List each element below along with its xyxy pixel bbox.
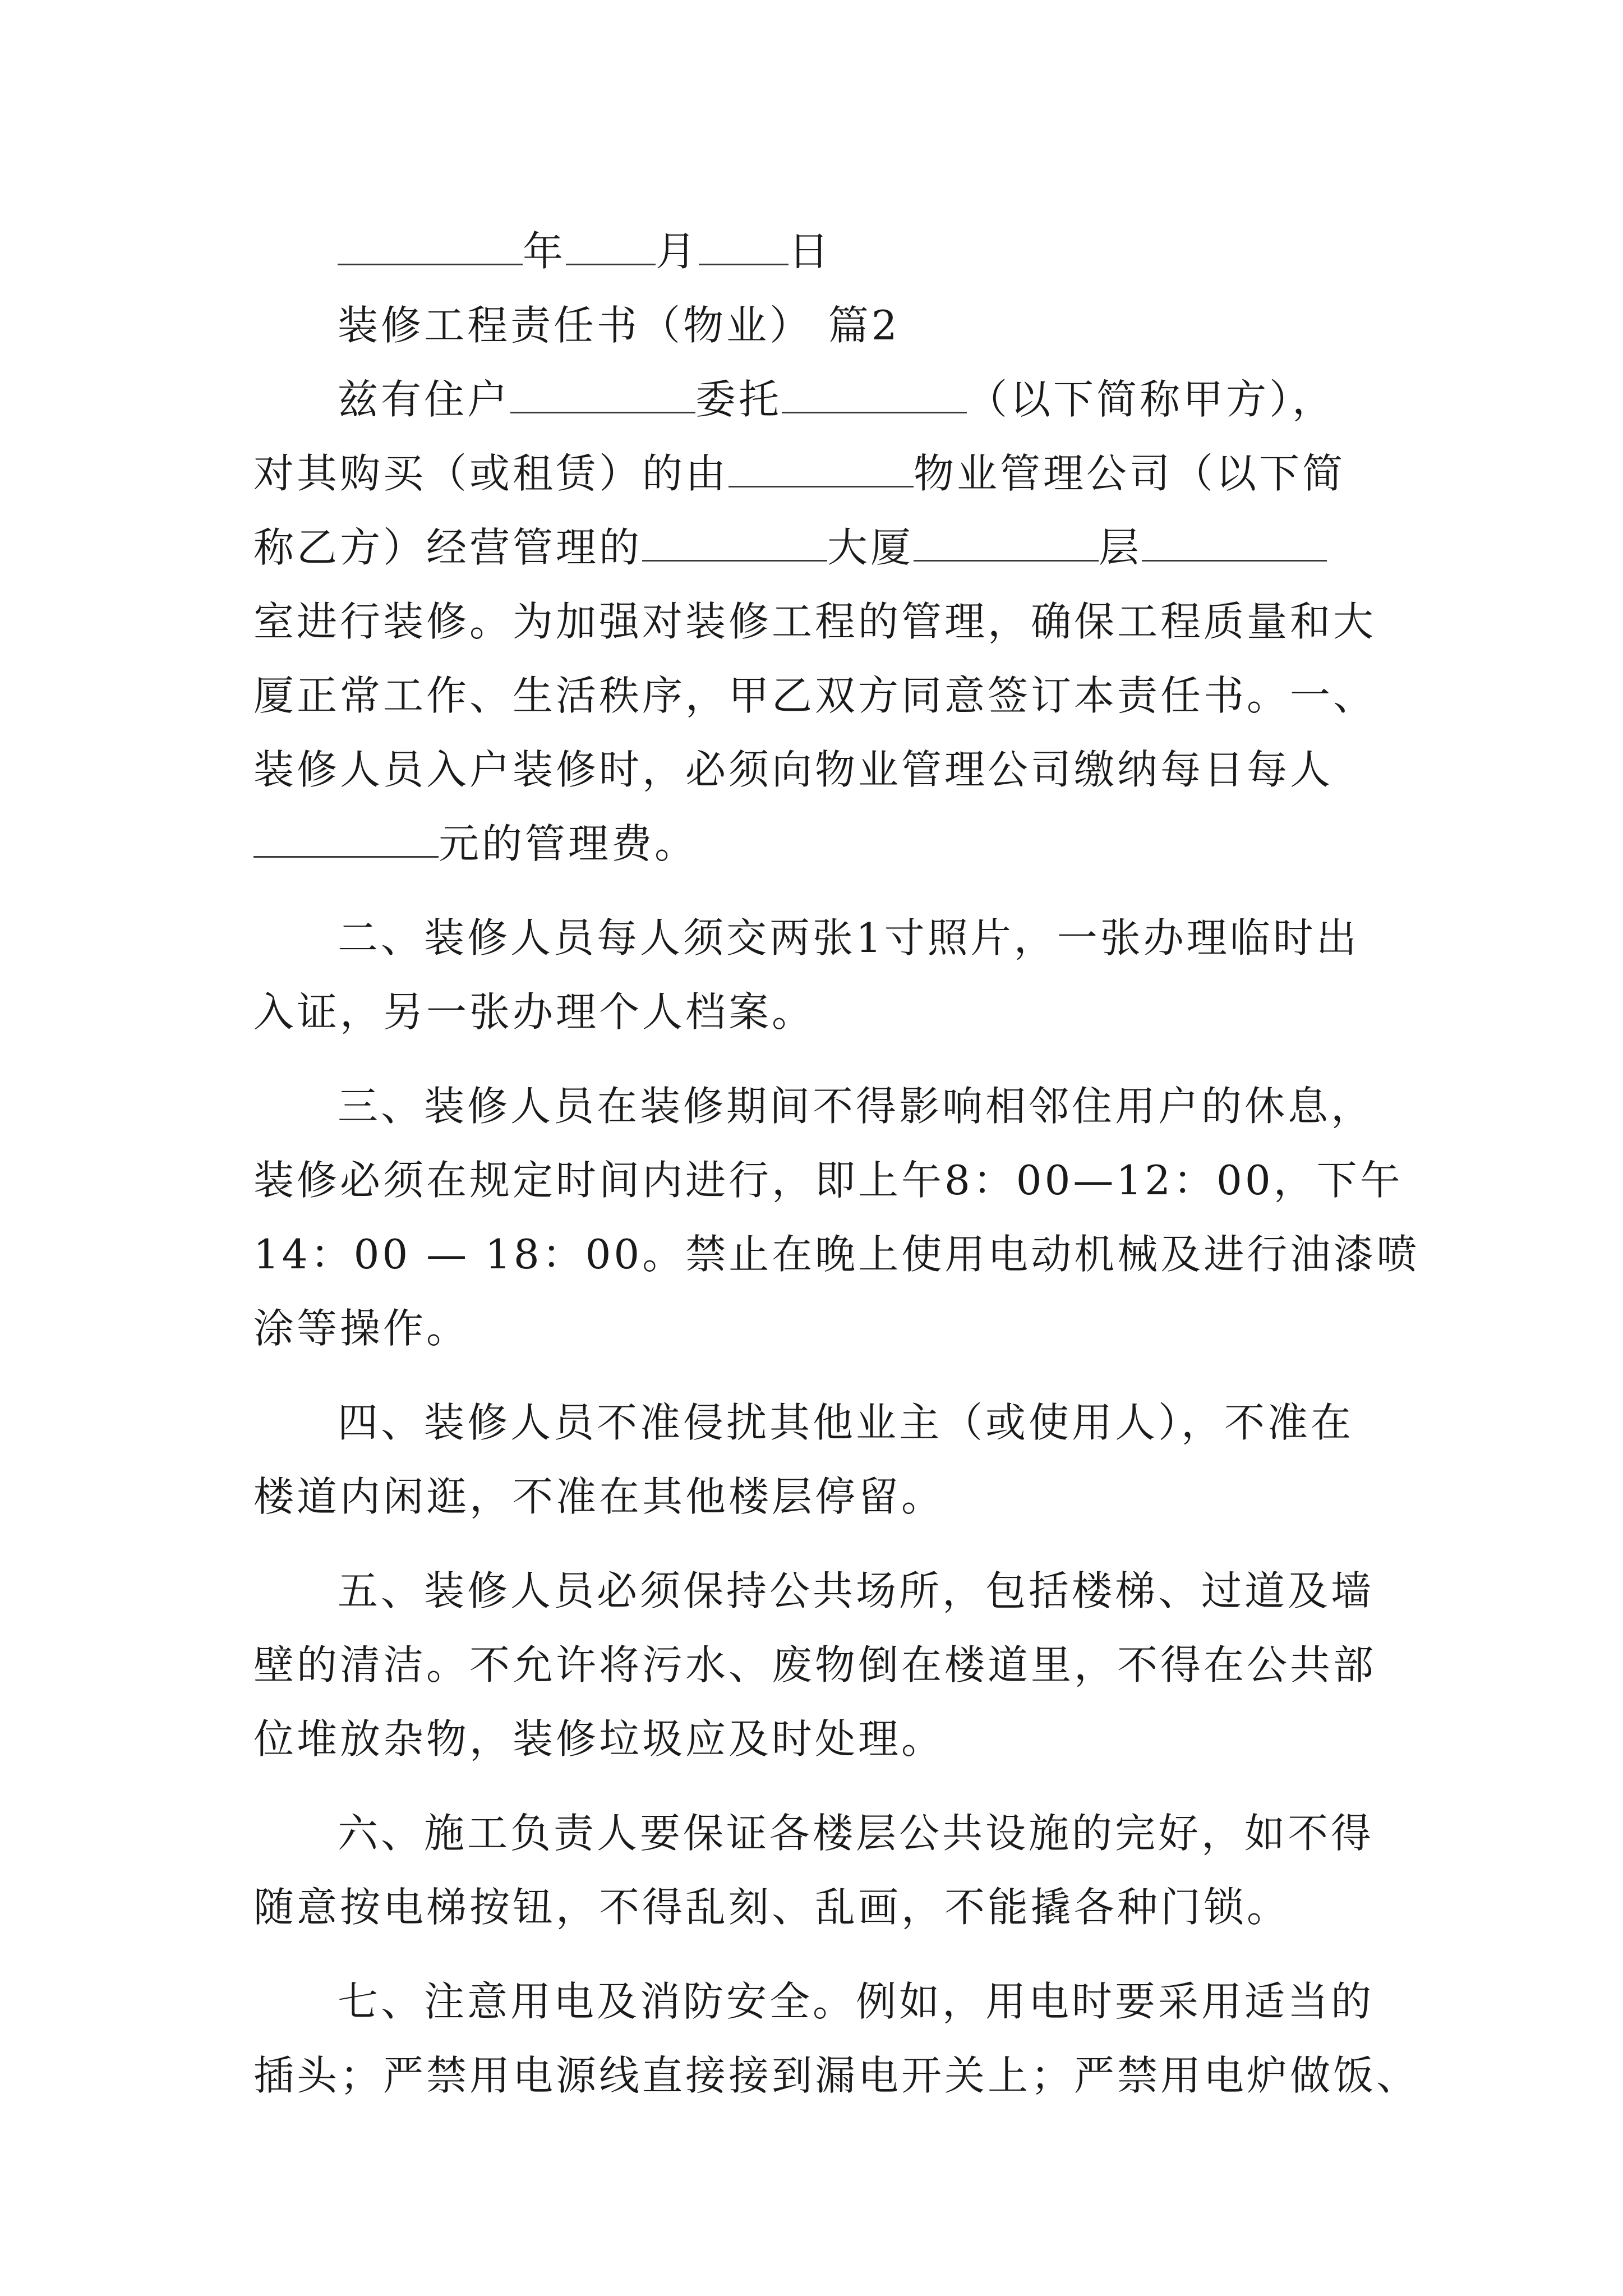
month-blank xyxy=(566,229,656,265)
clause-7: 七、注意用电及消防安全。例如，用电时要采用适当的 插头；严禁用电源线直接接到漏电开关上；严禁用电炉做饭、 xyxy=(253,1978,1420,2099)
clause-2: 二、装修人员每人须交两张1寸照片，一张办理临时出 入证，另一张办理个人档案。 xyxy=(253,914,1359,1036)
fee-blank xyxy=(253,821,439,858)
clause-3: 三、装修人员在装修期间不得影响相邻住用户的休息， 装修必须在规定时间内进行，即上午8：00—12：00，下午 14：00 — 18：00。禁止在晚上使用电动机械及进行油漆喷 涂等操作。 xyxy=(253,1083,1420,1352)
company-blank xyxy=(728,451,914,487)
clause-4: 四、装修人员不准侵扰其他业主（或使用人），不准在 楼道内闲逛，不准在其他楼层停留。 xyxy=(253,1399,1354,1520)
clause-5: 五、装修人员必须保持公共场所，包括楼梯、过道及墙 壁的清洁。不允许将污水、废物倒在楼道里，不得在公共部 位堆放杂物，装修垃圾应及时处理。 xyxy=(253,1567,1377,1763)
year-blank xyxy=(338,229,523,265)
floor-blank xyxy=(914,525,1099,562)
day-blank xyxy=(699,229,789,265)
intro-paragraph: 兹有住户 委托 （以下简称甲方）， 对其购买（或租赁）的由 物业管理公司（以下简 称乙方）经营管理的 大厦 层 室进行装修。为加强对装修工程的管理，确保工程质量和大 厦正常工作、生活秩序，甲乙双方同意签订本责任书。一、 装修人员入户装修时，必须向物业管理公司缴纳每日每人 元的管理费。 xyxy=(253,376,1377,867)
room-blank xyxy=(1142,525,1327,562)
resident-blank xyxy=(510,377,695,413)
entrusted-blank xyxy=(782,377,967,413)
clause-6: 六、施工负责人要保证各楼层公共设施的完好，如不得 随意按电梯按钮，不得乱刻、乱画，不能撬各种门锁。 xyxy=(253,1810,1375,1931)
date-line: 年 月 日 xyxy=(253,214,1386,288)
document-body xyxy=(253,214,1420,2113)
building-blank xyxy=(642,525,827,562)
document-title: 装修工程责任书（物业） 篇2 xyxy=(338,302,900,349)
